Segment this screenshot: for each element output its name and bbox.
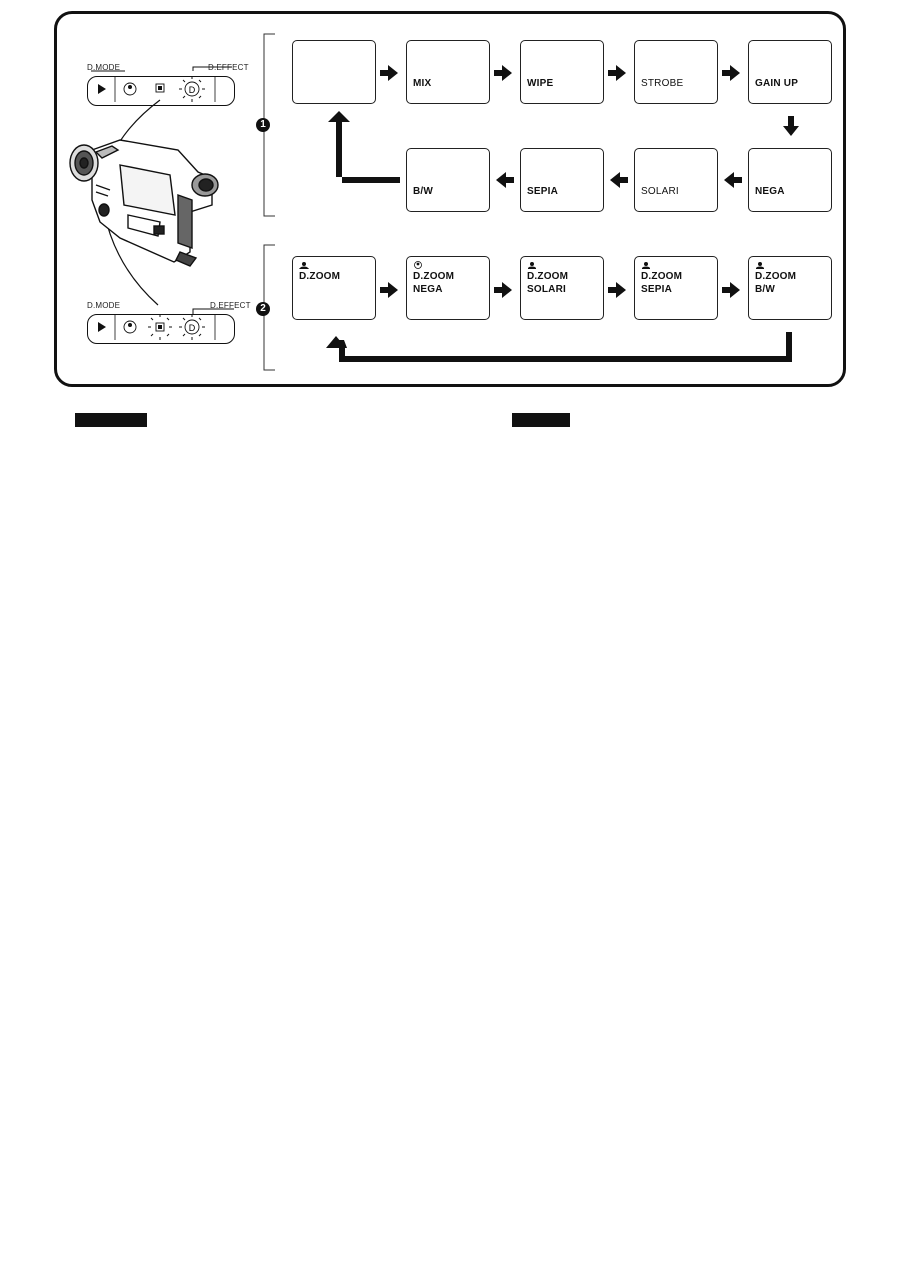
arrow-right: [380, 65, 398, 81]
screen-label: GAIN UP: [755, 78, 799, 89]
person-icon: [641, 261, 651, 269]
panel-top: [87, 76, 235, 106]
person-icon: [755, 261, 765, 269]
screen-label: WIPE: [527, 78, 554, 89]
screen-sepia: [520, 148, 604, 212]
screen-normal: [292, 40, 376, 104]
arrow-right: [722, 65, 740, 81]
screen-nega: [748, 148, 832, 212]
arrow-right: [494, 282, 512, 298]
panel-top-effect-label: D.EFFECT: [208, 63, 249, 72]
screen-strobe: [634, 40, 718, 104]
screen-label-line1: D.ZOOM: [755, 271, 797, 282]
person-icon: [299, 261, 309, 269]
person-icon: [413, 261, 423, 269]
heading-bar-right: [512, 413, 570, 427]
screen-dzoom: [292, 256, 376, 320]
screen-label-line2: SOLARI: [527, 284, 566, 295]
person-icon: [527, 261, 537, 269]
arrow-right: [722, 282, 740, 298]
arrow-right: [380, 282, 398, 298]
screen-bw: [406, 148, 490, 212]
arrow-right: [608, 65, 626, 81]
screen-label: SEPIA: [527, 186, 559, 197]
sequence-1-marker: 1: [256, 118, 270, 132]
screen-dzoom-nega: [406, 256, 490, 320]
svg-text:D: D: [188, 85, 196, 95]
arrow-return: [328, 111, 400, 183]
screen-dzoom-bw: [748, 256, 832, 320]
arrow-right: [494, 65, 512, 81]
arrow-right: [608, 282, 626, 298]
screen-solari: [634, 148, 718, 212]
screen-label: MIX: [413, 78, 432, 89]
screen-label-line1: D.ZOOM: [413, 271, 455, 282]
arrow-left: [610, 172, 628, 188]
screen-label-line2: SEPIA: [641, 284, 673, 295]
screen-label-line2: NEGA: [413, 284, 443, 295]
svg-text:D: D: [188, 323, 196, 333]
screen-dzoom-sepia: [634, 256, 718, 320]
screen-label-line1: D.ZOOM: [641, 271, 683, 282]
screen-label: SOLARI: [641, 186, 679, 197]
panel-bottom-effect-label: D.EFFECT: [210, 301, 251, 310]
arrow-down: [783, 116, 799, 136]
arrow-left: [496, 172, 514, 188]
screen-mix: [406, 40, 490, 104]
screen-label: NEGA: [755, 186, 785, 197]
panel-top-mode-label: D.MODE: [87, 63, 121, 72]
sequence-2-marker: 2: [256, 302, 270, 316]
screen-gain-up: [748, 40, 832, 104]
screen-label-line1: D.ZOOM: [527, 271, 569, 282]
screen-dzoom-solari: [520, 256, 604, 320]
screen-label: B/W: [413, 186, 434, 197]
screen-label: STROBE: [641, 78, 684, 89]
arrow-left: [724, 172, 742, 188]
arrow-return: [331, 332, 792, 362]
heading-bar-left: [75, 413, 147, 427]
camcorder-icon: [70, 140, 218, 266]
screen-wipe: [520, 40, 604, 104]
screen-label-line1: D.ZOOM: [299, 271, 341, 282]
screen-label-line2: B/W: [755, 284, 776, 295]
panel-bottom: [87, 314, 235, 344]
panel-bottom-mode-label: D.MODE: [87, 301, 121, 310]
